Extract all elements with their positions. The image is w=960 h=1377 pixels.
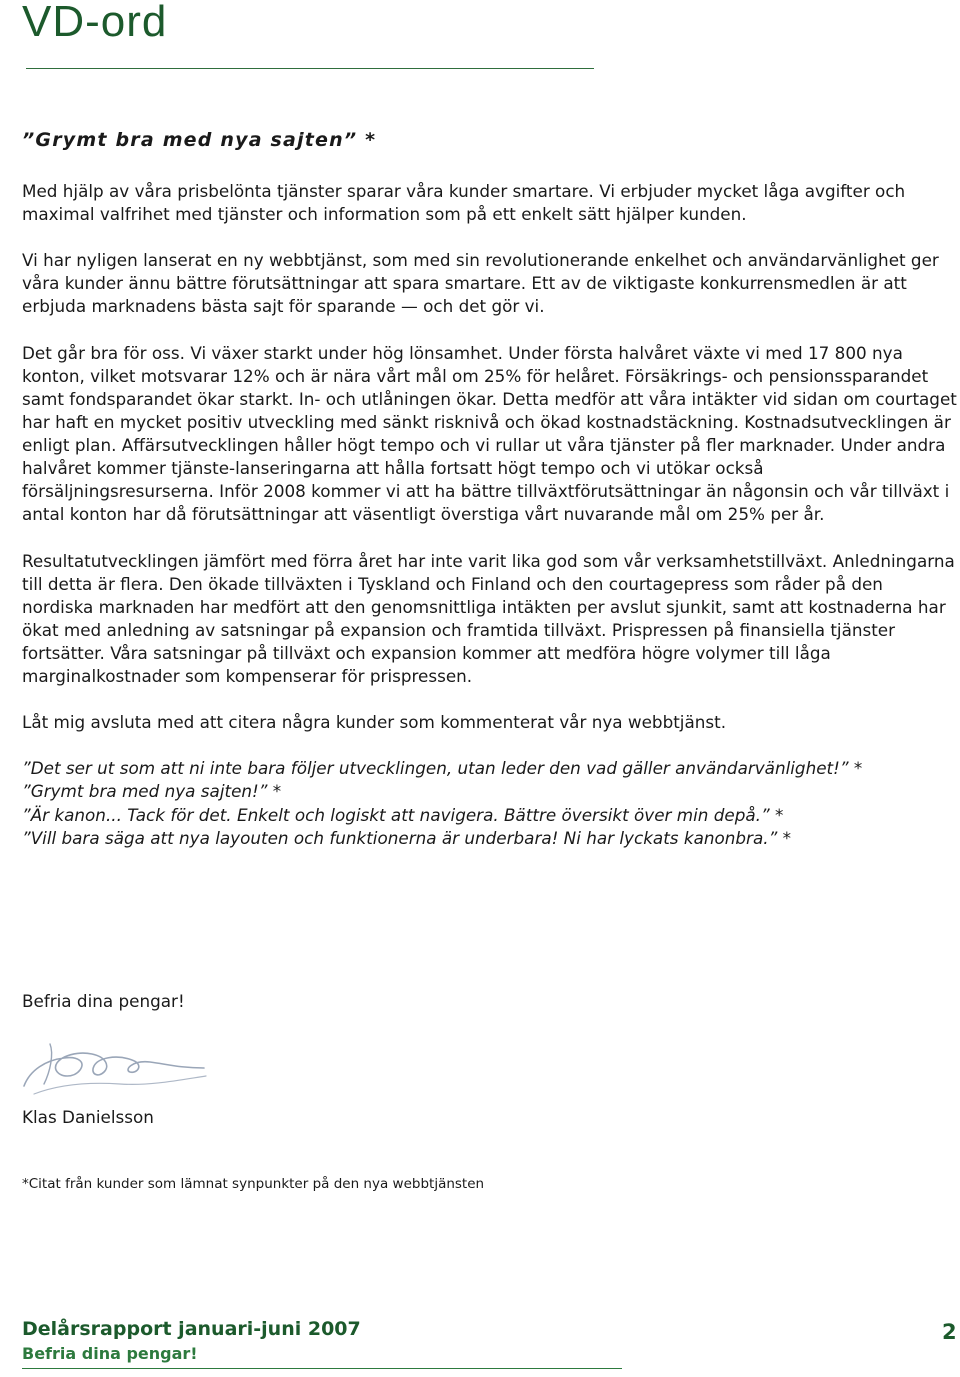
page-title: VD-ord [22, 0, 168, 46]
quote-item: ”Vill bara säga att nya layouten och funktionerna är underbara! Ni har lyckats kanonbra.” * [22, 827, 791, 848]
paragraph-web-service: Vi har nyligen lanserat en ny webbtjänst, som med sin revolutionerande enkelhet och användarvänlighet ger våra kunder ännu bättre förutsättningar att spara smartare. Ett av de viktigaste konkurrensmedlen är att erbjuda marknadens bästa sajt för sparande — och det gör vi. [22, 250, 939, 317]
signer-name: Klas Danielsson [22, 1107, 154, 1127]
customer-quotes [22, 757, 957, 849]
paragraph-intro: Med hjälp av våra prisbelönta tjänster sparar våra kunder smartare. Vi erbjuder mycket låga avgifter och maximal valfrihet med tjänster och information som på ett enkelt sätt hjälper kunden. [22, 181, 906, 225]
paragraph-quote-intro: Låt mig avsluta med att citera några kunder som kommenterat vår nya webbtjänst. [22, 712, 727, 733]
body-text [22, 180, 957, 850]
quote-item: ”Grymt bra med nya sajten!” * [22, 781, 282, 802]
title-divider [26, 68, 594, 69]
signature-image [20, 1024, 210, 1100]
footer-divider [22, 1368, 622, 1369]
paragraph-results: Resultatutvecklingen jämfört med förra året har inte varit lika god som vår verksamhetstillväxt. Anledningarna till detta är flera. Den ökade tillväxten i Tyskland och Finland och den courtagepress som råder på den nordiska marknaden har medfört att den genomsnittliga intäkten per avslut sjunkit, samt att kostnaderna har ökat med anledning av satsningar på expansion och framtida tillväxt. Prispressen på finansiella tjänster fortsätter. Våra satsningar på tillväxt och expansion kommer att medföra högre volymer till låga marginalkostnader som kompenserar för prispressen. [22, 550, 955, 686]
quote-item: ”Det ser ut som att ni inte bara följer utvecklingen, utan leder den vad gäller användarvänlighet!” * [22, 758, 863, 779]
subheading: ”Grymt bra med nya sajten” * [22, 129, 377, 151]
quote-item: ”Är kanon... Tack för det. Enkelt och logiskt att navigera. Bättre översikt över min depå.” * [22, 804, 784, 825]
footnote: *Citat från kunder som lämnat synpunkter på den nya webbtjänsten [22, 1176, 485, 1192]
footer-tagline: Befria dina pengar! [22, 1344, 198, 1363]
page-number: 2 [942, 1320, 957, 1344]
signoff: Befria dina pengar! [22, 991, 185, 1011]
paragraph-growth: Det går bra för oss. Vi växer starkt under hög lönsamhet. Under första halvåret växte vi med 17 800 nya konton, vilket motsvarar 12% och är nära vårt mål om 25% för helåret. Försäkrings- och pensionssparandet samt fondsparandet ökar starkt. In- och utlåningen ökar. Detta medför att våra intäkter vid sidan om courtaget har haft en mycket positiv utveckling med sänkt risknivå och ökad kostnadstäckning. Kostnadsutvecklingen är enligt plan. Affärsutvecklingen håller högt tempo och vi rullar ut våra tjänster på fler marknader. Under andra halvåret kommer tjänste-lanseringarna att hålla fortsatt högt tempo och vi utökar också försäljningsresurserna. Inför 2008 kommer vi att ha bättre tillväxtförutsättningar än någonsin och vår tillväxt i antal konton har då förutsättningar att väsentligt överstiga vårt nuvarande mål om 25% per år. [22, 342, 957, 525]
footer-report-title: Delårsrapport januari-juni 2007 [22, 1318, 361, 1340]
